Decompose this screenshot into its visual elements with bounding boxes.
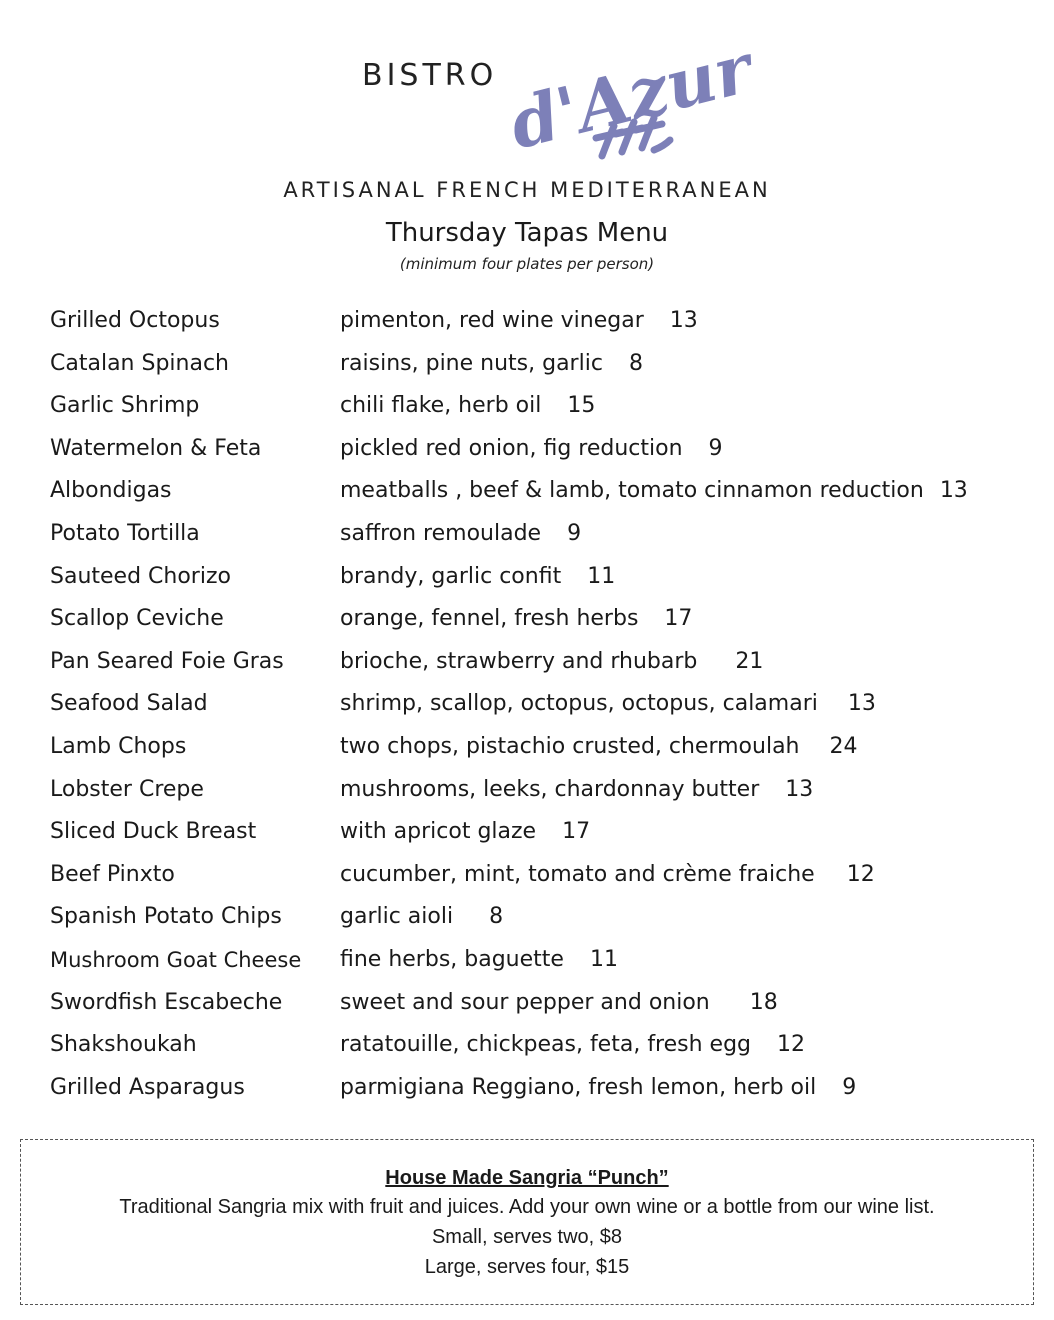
menu-item	[50, 896, 1040, 939]
item-name: Grilled Octopus	[50, 308, 220, 333]
menu-item	[50, 343, 1040, 386]
item-name: Grilled Asparagus	[50, 1074, 245, 1100]
item-name: Catalan Spinach	[50, 350, 229, 376]
item-description: meatballs , beef & lamb, tomato cinnamon reduction 13	[340, 478, 968, 504]
item-description: pimenton, red wine vinegar 13	[340, 308, 698, 333]
item-description: garlic aioli 8	[340, 904, 504, 930]
sangria-title: House Made Sangria “Punch”	[385, 1167, 669, 1189]
tagline: ARTISANAL FRENCH MEDITERRANEAN	[283, 178, 771, 202]
item-name: Lobster Crepe	[50, 776, 204, 802]
menu-item	[50, 939, 1040, 982]
item-price: 8	[489, 904, 504, 930]
menu-item	[50, 428, 1040, 471]
menu-item	[50, 1067, 1040, 1110]
menu-item	[50, 982, 1040, 1025]
item-price: 9	[567, 520, 582, 546]
item-description: cucumber, mint, tomato and crème fraiche 12	[340, 861, 875, 887]
item-price: 13	[847, 691, 876, 717]
item-price: 12	[846, 861, 875, 887]
menu-item	[50, 769, 1040, 812]
item-description: saffron remoulade 9	[340, 520, 582, 546]
item-name: Shakshoukah	[50, 1032, 197, 1058]
item-description: pickled red onion, fig reduction 9	[340, 435, 723, 461]
item-description: shrimp, scallop, octopus, octopus, calamari 13	[340, 691, 876, 717]
item-price: 24	[829, 733, 858, 759]
item-name: Seafood Salad	[50, 691, 208, 717]
item-price: 12	[777, 1032, 806, 1058]
item-description: orange, fennel, fresh herbs 17	[340, 606, 693, 632]
item-price: 9	[708, 435, 723, 461]
menu-item	[50, 513, 1040, 556]
sangria-description: Traditional Sangria mix with fruit and juices. Add your own wine or a bottle from our wine list.	[119, 1196, 935, 1218]
item-name: Beef Pinxto	[50, 861, 175, 887]
item-name: Garlic Shrimp	[50, 393, 200, 419]
menu-title: Thursday Tapas Menu	[385, 218, 669, 248]
bistro-wordmark: BISTRO	[362, 58, 498, 93]
item-description: sweet and sour pepper and onion 18	[340, 989, 778, 1015]
item-name: Watermelon & Feta	[50, 435, 262, 461]
menu-item	[50, 641, 1040, 684]
menu-item	[50, 683, 1040, 726]
item-description: ratatouille, chickpeas, feta, fresh egg 12	[340, 1032, 806, 1058]
item-description: mushrooms, leeks, chardonnay butter 13	[340, 776, 814, 802]
item-price: 13	[669, 308, 698, 333]
item-name: Albondigas	[50, 478, 172, 504]
item-name: Swordfish Escabeche	[50, 989, 283, 1015]
item-name: Potato Tortilla	[50, 520, 200, 546]
item-description: brioche, strawberry and rhubarb 21	[340, 648, 764, 674]
menu-subtitle: (minimum four plates per person)	[399, 255, 655, 273]
item-name: Spanish Potato Chips	[50, 904, 282, 930]
item-description: two chops, pistachio crusted, chermoulah 24	[340, 733, 858, 759]
menu-item	[50, 811, 1040, 854]
sangria-box	[20, 1139, 1034, 1305]
item-description: chili flake, herb oil 15	[340, 393, 596, 419]
item-price: 13	[939, 478, 968, 504]
item-description: with apricot glaze 17	[340, 819, 591, 845]
item-price: 18	[749, 989, 778, 1015]
menu-item	[50, 300, 1040, 343]
item-name: Pan Seared Foie Gras	[50, 648, 284, 674]
menu-item	[50, 598, 1040, 641]
sangria-large-price: Large, serves four, $15	[424, 1256, 630, 1278]
item-description: raisins, pine nuts, garlic 8	[340, 350, 643, 376]
item-price: 11	[589, 946, 618, 972]
item-price: 8	[628, 350, 643, 376]
item-price: 9	[842, 1074, 857, 1100]
item-name: Scallop Ceviche	[50, 606, 224, 632]
item-name: Sliced Duck Breast	[50, 819, 257, 845]
menu-items-list	[50, 300, 1040, 1109]
logo-text: d'Azur	[502, 28, 760, 166]
item-price: 11	[587, 563, 616, 589]
item-description: parmigiana Reggiano, fresh lemon, herb oil 9	[340, 1074, 857, 1100]
item-price: 17	[664, 606, 693, 632]
item-description: fine herbs, baguette 11	[340, 946, 618, 972]
dazur-logo	[502, 28, 760, 168]
item-name: Sauteed Chorizo	[50, 563, 231, 589]
item-name: Lamb Chops	[50, 733, 187, 759]
menu-item	[50, 385, 1040, 428]
item-name: Mushroom Goat Cheese	[50, 947, 302, 972]
menu-item	[50, 854, 1040, 897]
menu-item	[50, 726, 1040, 769]
menu-item	[50, 1024, 1040, 1067]
menu-item	[50, 556, 1040, 599]
item-price: 21	[735, 648, 764, 674]
item-price: 17	[562, 819, 591, 845]
item-price: 15	[567, 393, 596, 419]
item-description: brandy, garlic confit 11	[340, 563, 616, 589]
menu-item	[50, 470, 1040, 513]
sangria-small-price: Small, serves two, $8	[431, 1226, 623, 1248]
item-price: 13	[785, 776, 814, 802]
